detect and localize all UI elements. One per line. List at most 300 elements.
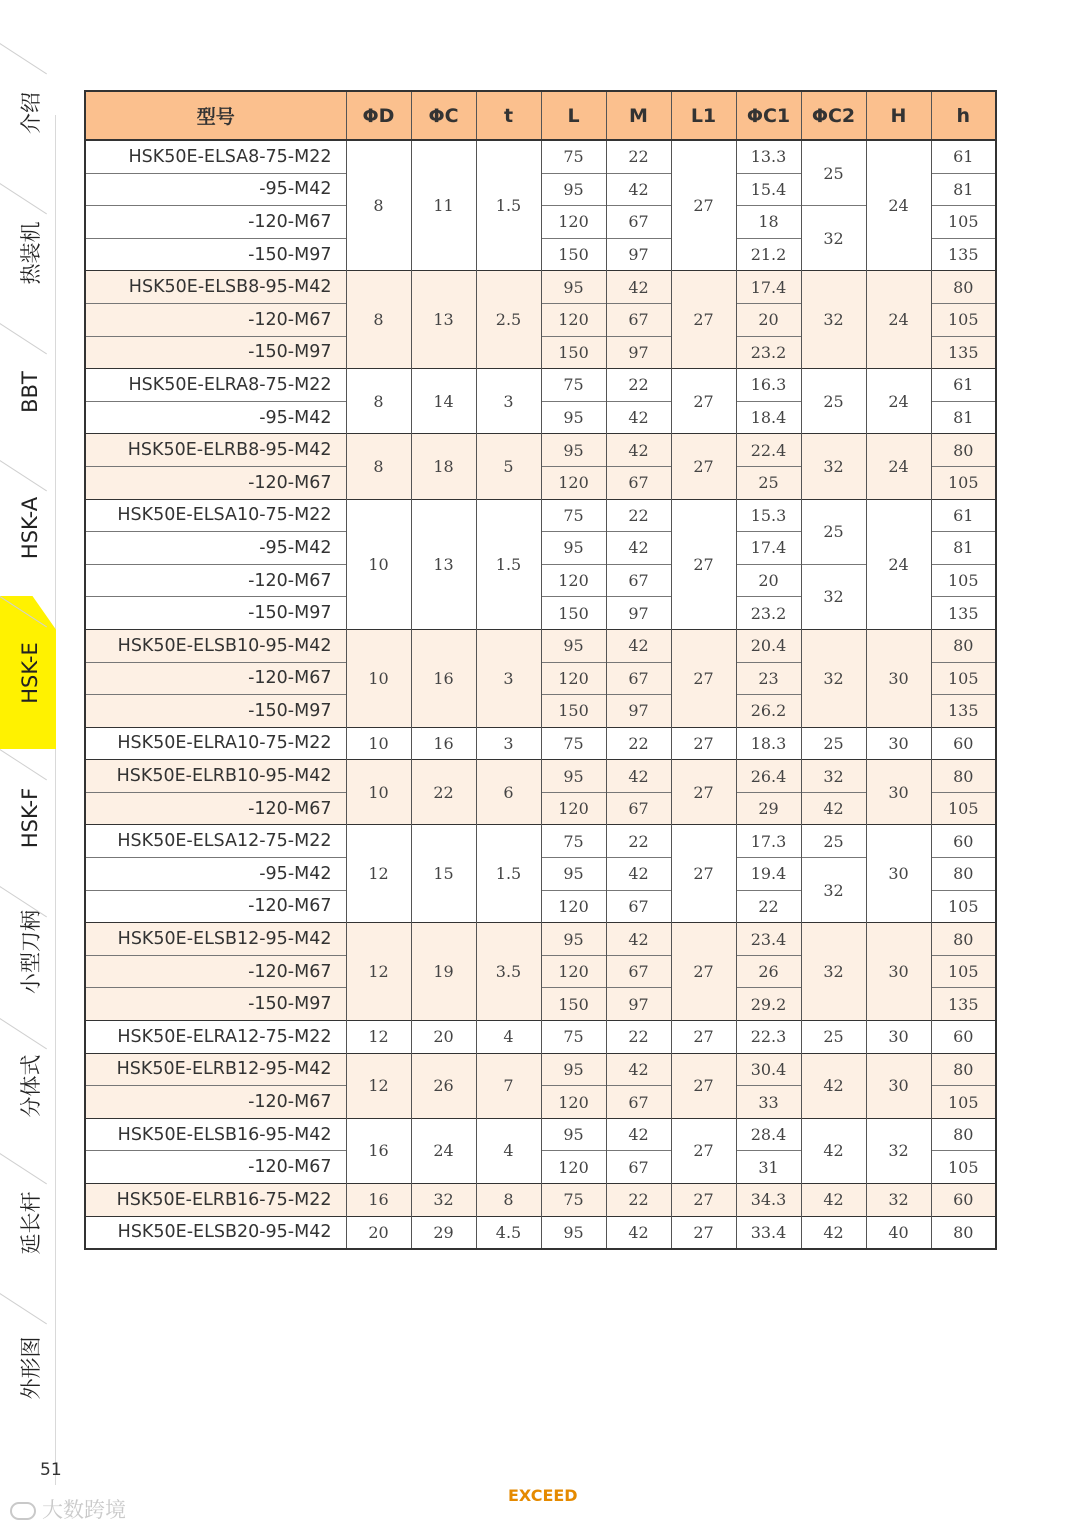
spec-table (84, 90, 997, 1250)
m-cell: 97 (606, 597, 671, 630)
h-upper-cell: 30 (866, 825, 931, 923)
sidebar-tab-label: 介绍 (19, 92, 43, 134)
d-cell: 8 (346, 434, 411, 499)
c1-cell: 18 (736, 206, 801, 239)
c1-cell: 22 (736, 890, 801, 923)
model-cell: -120-M67 (85, 206, 346, 239)
table-row (85, 923, 996, 956)
c1-cell: 21.2 (736, 238, 801, 271)
table-row (85, 564, 996, 597)
h-cell: 135 (931, 336, 996, 369)
c2-cell: 32 (801, 923, 866, 1021)
sidebar-tab-2[interactable] (0, 183, 56, 323)
c1-cell: 18.4 (736, 401, 801, 434)
t-cell: 1.5 (476, 499, 541, 629)
h-upper-cell: 30 (866, 1021, 931, 1054)
c1-cell: 26.2 (736, 695, 801, 728)
h-cell: 61 (931, 499, 996, 532)
c1-cell: 29.2 (736, 988, 801, 1021)
m-cell: 42 (606, 923, 671, 956)
sidebar-tab-label: 热装机 (19, 221, 43, 285)
model-cell: -150-M97 (85, 988, 346, 1021)
c-cell: 16 (411, 727, 476, 760)
model-cell: -120-M67 (85, 662, 346, 695)
m-cell: 67 (606, 466, 671, 499)
d-cell: 20 (346, 1216, 411, 1249)
l-cell: 95 (541, 923, 606, 956)
watermark-text: 大数跨境 (42, 1498, 126, 1522)
l-cell: 75 (541, 140, 606, 173)
sidebar-tab-3[interactable] (0, 323, 56, 460)
m-cell: 67 (606, 792, 671, 825)
model-cell: HSK50E-ELSA12-75-M22 (85, 825, 346, 858)
c2-cell: 42 (801, 1184, 866, 1217)
model-cell: -120-M67 (85, 955, 346, 988)
c1-cell: 17.4 (736, 271, 801, 304)
l-cell: 95 (541, 760, 606, 793)
d-cell: 8 (346, 271, 411, 369)
d-cell: 10 (346, 499, 411, 629)
l-cell: 120 (541, 1086, 606, 1119)
column-header-5: L (541, 91, 606, 140)
c2-cell: 42 (801, 1053, 866, 1118)
c2-cell: 25 (801, 369, 866, 434)
sidebar-tab-label: HSK-A (18, 496, 42, 560)
model-cell: -150-M97 (85, 238, 346, 271)
m-cell: 97 (606, 988, 671, 1021)
c2-cell: 42 (801, 1216, 866, 1249)
c2-cell: 25 (801, 1021, 866, 1054)
l-cell: 150 (541, 695, 606, 728)
t-cell: 4 (476, 1021, 541, 1054)
c1-cell: 16.3 (736, 369, 801, 402)
table-row (85, 792, 996, 825)
model-cell: -95-M42 (85, 173, 346, 206)
t-cell: 4.5 (476, 1216, 541, 1249)
sidebar-tab-6[interactable] (0, 749, 56, 886)
l1-cell: 27 (671, 1021, 736, 1054)
m-cell: 42 (606, 532, 671, 565)
c1-cell: 17.4 (736, 532, 801, 565)
c2-cell: 25 (801, 140, 866, 206)
model-cell: -120-M67 (85, 1086, 346, 1119)
l-cell: 75 (541, 1021, 606, 1054)
l-cell: 120 (541, 303, 606, 336)
c1-cell: 20 (736, 303, 801, 336)
h-cell: 105 (931, 955, 996, 988)
m-cell: 22 (606, 369, 671, 402)
h-cell: 80 (931, 1053, 996, 1086)
column-header-8: ΦC1 (736, 91, 801, 140)
l-cell: 75 (541, 1184, 606, 1217)
l-cell: 120 (541, 1151, 606, 1184)
m-cell: 67 (606, 890, 671, 923)
l1-cell: 27 (671, 369, 736, 434)
l-cell: 95 (541, 271, 606, 304)
h-cell: 105 (931, 1151, 996, 1184)
m-cell: 22 (606, 825, 671, 858)
c-cell: 26 (411, 1053, 476, 1118)
model-cell: HSK50E-ELRB16-75-M22 (85, 1184, 346, 1217)
c2-cell: 32 (801, 564, 866, 629)
sidebar-tab-1[interactable] (0, 43, 56, 183)
table-row (85, 1021, 996, 1054)
model-cell: HSK50E-ELRA8-75-M22 (85, 369, 346, 402)
h-cell: 61 (931, 369, 996, 402)
c1-cell: 33.4 (736, 1216, 801, 1249)
m-cell: 67 (606, 1086, 671, 1119)
sidebar-tab-label: 小型刀柄 (19, 910, 43, 994)
h-cell: 81 (931, 401, 996, 434)
table-row (85, 858, 996, 891)
h-upper-cell: 30 (866, 760, 931, 825)
sidebar-tab-label: 延长杆 (19, 1191, 43, 1255)
d-cell: 10 (346, 760, 411, 825)
c1-cell: 15.3 (736, 499, 801, 532)
column-header-6: M (606, 91, 671, 140)
m-cell: 22 (606, 140, 671, 173)
l1-cell: 27 (671, 1216, 736, 1249)
c1-cell: 23.4 (736, 923, 801, 956)
column-header-11: h (931, 91, 996, 140)
l-cell: 120 (541, 466, 606, 499)
c2-cell: 42 (801, 792, 866, 825)
h-cell: 105 (931, 206, 996, 239)
c1-cell: 23.2 (736, 597, 801, 630)
sidebar-tab-label: 分体式 (19, 1054, 43, 1117)
c-cell: 16 (411, 629, 476, 727)
d-cell: 10 (346, 629, 411, 727)
c1-cell: 17.3 (736, 825, 801, 858)
c-cell: 14 (411, 369, 476, 434)
column-header-2: ΦD (346, 91, 411, 140)
c1-cell: 20 (736, 564, 801, 597)
h-upper-cell: 30 (866, 923, 931, 1021)
l-cell: 75 (541, 369, 606, 402)
h-cell: 81 (931, 173, 996, 206)
l-cell: 95 (541, 1118, 606, 1151)
c2-cell: 32 (801, 271, 866, 369)
c-cell: 22 (411, 760, 476, 825)
c1-cell: 18.3 (736, 727, 801, 760)
c-cell: 20 (411, 1021, 476, 1054)
c-cell: 18 (411, 434, 476, 499)
h-cell: 105 (931, 1086, 996, 1119)
column-header-4: t (476, 91, 541, 140)
table-row (85, 825, 996, 858)
m-cell: 42 (606, 760, 671, 793)
h-cell: 80 (931, 923, 996, 956)
m-cell: 42 (606, 271, 671, 304)
l-cell: 75 (541, 727, 606, 760)
column-header-3: ΦC (411, 91, 476, 140)
l1-cell: 27 (671, 434, 736, 499)
table-row (85, 629, 996, 662)
t-cell: 7 (476, 1053, 541, 1118)
table-row (85, 434, 996, 467)
m-cell: 42 (606, 858, 671, 891)
model-cell: HSK50E-ELSB12-95-M42 (85, 923, 346, 956)
model-cell: -120-M67 (85, 890, 346, 923)
h-upper-cell: 24 (866, 499, 931, 629)
l-cell: 95 (541, 1053, 606, 1086)
d-cell: 8 (346, 140, 411, 271)
c-cell: 32 (411, 1184, 476, 1217)
d-cell: 16 (346, 1118, 411, 1183)
side-navigation (0, 43, 56, 1443)
l-cell: 95 (541, 401, 606, 434)
m-cell: 42 (606, 401, 671, 434)
watermark (10, 1494, 126, 1524)
d-cell: 12 (346, 825, 411, 923)
m-cell: 22 (606, 1184, 671, 1217)
h-cell: 105 (931, 662, 996, 695)
l-cell: 75 (541, 825, 606, 858)
l-cell: 120 (541, 206, 606, 239)
h-cell: 135 (931, 238, 996, 271)
watermark-icon (10, 1502, 36, 1520)
column-header-9: ΦC2 (801, 91, 866, 140)
l-cell: 150 (541, 597, 606, 630)
l-cell: 95 (541, 858, 606, 891)
m-cell: 97 (606, 336, 671, 369)
m-cell: 67 (606, 564, 671, 597)
l1-cell: 27 (671, 499, 736, 629)
h-cell: 80 (931, 629, 996, 662)
l-cell: 150 (541, 238, 606, 271)
brand-logo: EXCEED (508, 1486, 578, 1505)
l-cell: 95 (541, 1216, 606, 1249)
t-cell: 2.5 (476, 271, 541, 369)
c1-cell: 19.4 (736, 858, 801, 891)
d-cell: 12 (346, 1053, 411, 1118)
model-cell: -120-M67 (85, 792, 346, 825)
model-cell: HSK50E-ELSA8-75-M22 (85, 140, 346, 173)
table-row (85, 271, 996, 304)
m-cell: 22 (606, 499, 671, 532)
h-upper-cell: 30 (866, 727, 931, 760)
l1-cell: 27 (671, 1118, 736, 1183)
d-cell: 16 (346, 1184, 411, 1217)
sidebar-tab-10[interactable] (0, 1293, 56, 1443)
sidebar-tab-4[interactable] (0, 460, 56, 596)
model-cell: HSK50E-ELRA10-75-M22 (85, 727, 346, 760)
table-header-row (85, 91, 996, 140)
c1-cell: 30.4 (736, 1053, 801, 1086)
l-cell: 120 (541, 564, 606, 597)
table-row (85, 369, 996, 402)
h-cell: 80 (931, 858, 996, 891)
d-cell: 10 (346, 727, 411, 760)
l-cell: 120 (541, 662, 606, 695)
c1-cell: 22.4 (736, 434, 801, 467)
table-row (85, 206, 996, 239)
m-cell: 67 (606, 955, 671, 988)
c1-cell: 20.4 (736, 629, 801, 662)
h-upper-cell: 40 (866, 1216, 931, 1249)
h-upper-cell: 32 (866, 1184, 931, 1217)
model-cell: HSK50E-ELRB10-95-M42 (85, 760, 346, 793)
l-cell: 95 (541, 629, 606, 662)
h-upper-cell: 30 (866, 1053, 931, 1118)
c1-cell: 31 (736, 1151, 801, 1184)
l-cell: 95 (541, 173, 606, 206)
m-cell: 97 (606, 695, 671, 728)
m-cell: 67 (606, 206, 671, 239)
c2-cell: 42 (801, 1118, 866, 1183)
l-cell: 120 (541, 890, 606, 923)
c1-cell: 26 (736, 955, 801, 988)
l-cell: 95 (541, 434, 606, 467)
l-cell: 120 (541, 955, 606, 988)
c-cell: 15 (411, 825, 476, 923)
h-cell: 80 (931, 760, 996, 793)
m-cell: 42 (606, 1053, 671, 1086)
c-cell: 13 (411, 271, 476, 369)
m-cell: 42 (606, 1118, 671, 1151)
sidebar-tab-label: 外形图 (19, 1336, 43, 1400)
c1-cell: 29 (736, 792, 801, 825)
h-cell: 105 (931, 303, 996, 336)
table-row (85, 1216, 996, 1249)
t-cell: 1.5 (476, 140, 541, 271)
m-cell: 42 (606, 1216, 671, 1249)
h-cell: 135 (931, 988, 996, 1021)
model-cell: -120-M67 (85, 564, 346, 597)
model-cell: HSK50E-ELSB20-95-M42 (85, 1216, 346, 1249)
c-cell: 24 (411, 1118, 476, 1183)
h-cell: 135 (931, 597, 996, 630)
t-cell: 1.5 (476, 825, 541, 923)
l1-cell: 27 (671, 923, 736, 1021)
l1-cell: 27 (671, 727, 736, 760)
c2-cell: 32 (801, 760, 866, 793)
c-cell: 11 (411, 140, 476, 271)
h-cell: 135 (931, 695, 996, 728)
h-cell: 60 (931, 1021, 996, 1054)
h-upper-cell: 30 (866, 629, 931, 727)
m-cell: 67 (606, 1151, 671, 1184)
model-cell: HSK50E-ELRB12-95-M42 (85, 1053, 346, 1086)
table-row (85, 1184, 996, 1217)
c2-cell: 25 (801, 727, 866, 760)
h-cell: 105 (931, 890, 996, 923)
c1-cell: 26.4 (736, 760, 801, 793)
table-row (85, 140, 996, 173)
c2-cell: 32 (801, 629, 866, 727)
l1-cell: 27 (671, 1053, 736, 1118)
l-cell: 120 (541, 792, 606, 825)
c-cell: 13 (411, 499, 476, 629)
model-cell: -150-M97 (85, 336, 346, 369)
c1-cell: 34.3 (736, 1184, 801, 1217)
model-cell: HSK50E-ELSB8-95-M42 (85, 271, 346, 304)
h-cell: 60 (931, 825, 996, 858)
table-row (85, 1053, 996, 1086)
m-cell: 22 (606, 727, 671, 760)
column-header-7: L1 (671, 91, 736, 140)
l1-cell: 27 (671, 629, 736, 727)
d-cell: 8 (346, 369, 411, 434)
column-header-10: H (866, 91, 931, 140)
l-cell: 95 (541, 532, 606, 565)
c1-cell: 23.2 (736, 336, 801, 369)
model-cell: -120-M67 (85, 303, 346, 336)
h-cell: 60 (931, 1184, 996, 1217)
m-cell: 42 (606, 629, 671, 662)
h-cell: 80 (931, 1118, 996, 1151)
h-cell: 81 (931, 532, 996, 565)
page-number: 51 (40, 1460, 62, 1480)
c1-cell: 13.3 (736, 140, 801, 173)
m-cell: 67 (606, 662, 671, 695)
sidebar-tab-9[interactable] (0, 1153, 56, 1293)
column-header-1: 型号 (85, 91, 346, 140)
table-row (85, 499, 996, 532)
table-row (85, 1118, 996, 1151)
h-cell: 80 (931, 434, 996, 467)
t-cell: 3 (476, 629, 541, 727)
m-cell: 67 (606, 303, 671, 336)
c2-cell: 25 (801, 825, 866, 858)
h-cell: 61 (931, 140, 996, 173)
h-cell: 60 (931, 727, 996, 760)
l-cell: 150 (541, 336, 606, 369)
l1-cell: 27 (671, 760, 736, 825)
sidebar-tab-label: BBT (18, 370, 42, 413)
c2-cell: 32 (801, 206, 866, 271)
l-cell: 75 (541, 499, 606, 532)
m-cell: 42 (606, 173, 671, 206)
l1-cell: 27 (671, 1184, 736, 1217)
t-cell: 3 (476, 369, 541, 434)
t-cell: 5 (476, 434, 541, 499)
t-cell: 4 (476, 1118, 541, 1183)
model-cell: HSK50E-ELRA12-75-M22 (85, 1021, 346, 1054)
c-cell: 29 (411, 1216, 476, 1249)
t-cell: 3.5 (476, 923, 541, 1021)
m-cell: 42 (606, 434, 671, 467)
h-cell: 80 (931, 271, 996, 304)
c1-cell: 22.3 (736, 1021, 801, 1054)
h-upper-cell: 32 (866, 1118, 931, 1183)
m-cell: 97 (606, 238, 671, 271)
l-cell: 150 (541, 988, 606, 1021)
table-row (85, 760, 996, 793)
c2-cell: 32 (801, 858, 866, 923)
model-cell: -95-M42 (85, 532, 346, 565)
model-cell: -120-M67 (85, 466, 346, 499)
t-cell: 8 (476, 1184, 541, 1217)
model-cell: -150-M97 (85, 695, 346, 728)
h-upper-cell: 24 (866, 140, 931, 271)
h-cell: 80 (931, 1216, 996, 1249)
sidebar-tab-label: HSK-F (18, 787, 42, 848)
h-upper-cell: 24 (866, 369, 931, 434)
table-row (85, 727, 996, 760)
model-cell: HSK50E-ELSA10-75-M22 (85, 499, 346, 532)
h-upper-cell: 24 (866, 271, 931, 369)
sidebar-tab-5[interactable] (0, 596, 56, 749)
h-cell: 105 (931, 792, 996, 825)
model-cell: -95-M42 (85, 858, 346, 891)
sidebar-tab-8[interactable] (0, 1018, 56, 1153)
h-cell: 105 (931, 466, 996, 499)
model-cell: HSK50E-ELSB16-95-M42 (85, 1118, 346, 1151)
l1-cell: 27 (671, 825, 736, 923)
m-cell: 22 (606, 1021, 671, 1054)
c1-cell: 15.4 (736, 173, 801, 206)
